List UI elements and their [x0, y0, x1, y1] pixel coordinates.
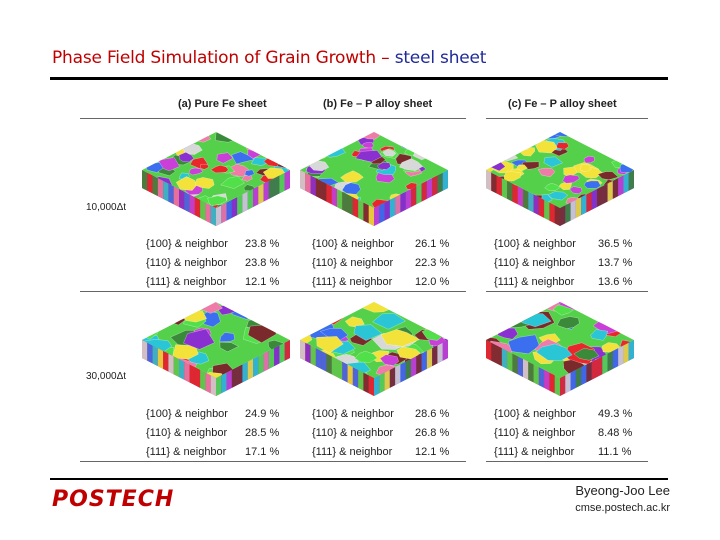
row-label-30000: 30,000Δt: [86, 371, 127, 382]
title-main: Phase Field Simulation of Grain Growth: [52, 48, 376, 68]
stat-value: 23.8 %: [245, 257, 280, 269]
stat-label: {111} & neighbor: [146, 446, 227, 458]
table-rule: [80, 291, 466, 292]
stat-value: 12.0 %: [415, 276, 450, 288]
grain-simulation-image: [140, 300, 292, 398]
grain-simulation-image: [298, 130, 450, 228]
row-label-10000: 10,000Δt: [86, 202, 127, 213]
table-rule: [80, 461, 466, 462]
postech-logo: [52, 486, 232, 510]
stat-label: {100} & neighbor: [312, 408, 394, 420]
stat-value: 8.48 %: [598, 427, 633, 439]
stat-label: {100} & neighbor: [494, 238, 576, 250]
stat-label: {110} & neighbor: [146, 257, 228, 269]
stat-value: 13.6 %: [598, 276, 633, 288]
slide-title: [52, 48, 486, 68]
stat-label: {110} & neighbor: [312, 427, 394, 439]
title-divider: [50, 77, 668, 80]
table-rule: [486, 291, 648, 292]
author-name: Byeong-Joo Lee: [575, 483, 670, 498]
stat-label: {100} & neighbor: [146, 408, 228, 420]
website: cmse.postech.ac.kr: [575, 502, 670, 514]
title-sub: steel sheet: [394, 48, 487, 68]
grain-simulation-image: [484, 130, 636, 228]
grain-simulation-image: [484, 300, 636, 398]
stat-value: 24.9 %: [245, 408, 280, 420]
stat-value: 23.8 %: [245, 238, 280, 250]
table-rule: [80, 118, 466, 119]
table-rule: [486, 118, 648, 119]
column-header-a: (a) Pure Fe sheet: [178, 98, 267, 110]
stat-value: 28.5 %: [245, 427, 280, 439]
stat-label: {110} & neighbor: [494, 427, 576, 439]
stat-value: 12.1 %: [245, 276, 280, 288]
stat-value: 22.3 %: [415, 257, 450, 269]
stat-value: 28.6 %: [415, 408, 450, 420]
stat-label: {110} & neighbor: [312, 257, 394, 269]
stat-label: {110} & neighbor: [146, 427, 228, 439]
table-rule: [486, 461, 648, 462]
stat-label: {111} & neighbor: [312, 276, 393, 288]
stat-label: {111} & neighbor: [494, 276, 575, 288]
stat-label: {111} & neighbor: [146, 276, 227, 288]
stat-label: {111} & neighbor: [494, 446, 575, 458]
stat-value: 12.1 %: [415, 446, 450, 458]
stat-value: 26.1 %: [415, 238, 450, 250]
stat-value: 26.8 %: [415, 427, 450, 439]
column-header-b: (b) Fe – P alloy sheet: [323, 98, 433, 110]
stat-label: {100} & neighbor: [146, 238, 228, 250]
stat-label: {100} & neighbor: [312, 238, 394, 250]
stat-label: {100} & neighbor: [494, 408, 576, 420]
footer-divider: [50, 478, 668, 480]
column-header-c: (c) Fe – P alloy sheet: [508, 98, 617, 110]
stat-label: {110} & neighbor: [494, 257, 576, 269]
grain-simulation-image: [298, 300, 450, 398]
logo-text: POSTECH: [52, 487, 175, 510]
stat-value: 11.1 %: [598, 446, 632, 458]
stat-value: 49.3 %: [598, 408, 633, 420]
stat-label: {111} & neighbor: [312, 446, 393, 458]
stat-value: 36.5 %: [598, 238, 633, 250]
stat-value: 13.7 %: [598, 257, 633, 269]
grain-simulation-image: [140, 130, 292, 228]
stat-value: 17.1 %: [245, 446, 280, 458]
title-dash: –: [375, 48, 395, 68]
